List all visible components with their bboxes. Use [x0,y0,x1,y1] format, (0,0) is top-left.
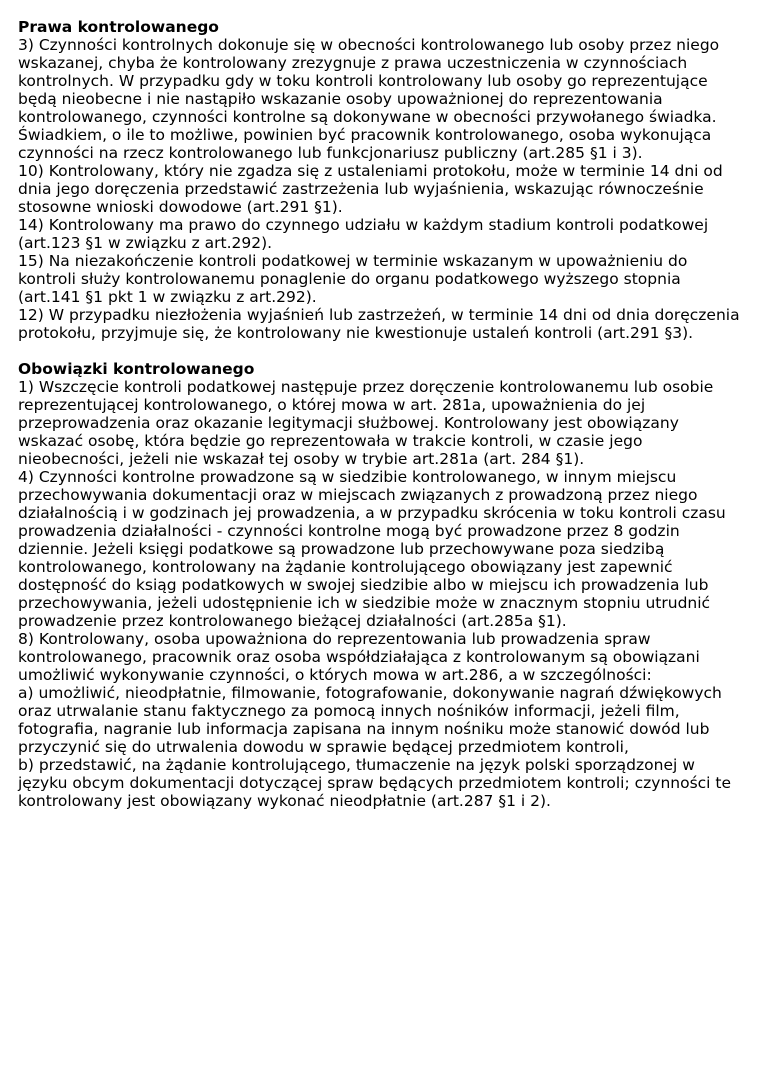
paragraph-rights-15: 15) Na niezakończenie kontroli podatkowej w terminie wskazanym w upoważnieniu do kontroli służy kontrolowanemu ponaglenie do organu podatkowego wyższego stopnia (art.141 §1 pkt 1 w związku z art.292). [18,252,688,306]
paragraph-obligations-1: 1) Wszczęcie kontroli podatkowej następuje przez doręczenie kontrolowanemu lub osobie reprezentującej kontrolowanego, o której mowa w art. 281a, upoważnienia do jej przeprowadzenia oraz okazanie legitymacji służbowej. Kontrolowany jest obowiązany wskazać osobę, która będzie go reprezentowała w trakcie kontroli, w czasie jego nieobecności, jeżeli nie wskazał tej osoby w trybie art.281a (art. 284 §1). [18,378,714,468]
paragraph-rights-3: 3) Czynności kontrolnych dokonuje się w obecności kontrolowanego lub osoby przez niego wskazanej, chyba że kontrolowany zrezygnuje z prawa uczestniczenia w czynnościach kontrolnych. W przypadku gdy w toku kontroli kontrolowany lub osoby go reprezentujące będą nieobecne i nie nastąpiło wskazanie osoby upoważnionej do reprezentowania kontrolowanego, czynności kontrolne są dokonywane w obecności przywołanego świadka. Świadkiem, o ile to możliwe, powinien być pracownik kontrolowanego, osoba wykonująca czynności na rzecz kontrolowanego lub funkcjonariusz publiczny (art.285 §1 i 3). [18,36,720,162]
section-rights [18,18,748,342]
section-heading-rights: Prawa kontrolowanego [18,18,219,36]
paragraph-rights-12: 12) W przypadku niezłożenia wyjaśnień lub zastrzeżeń, w terminie 14 dni od dnia doręczenia protokołu, przyjmuje się, że kontrolowany nie kwestionuje ustaleń kontroli (art.291 §3). [18,306,740,342]
paragraph-obligations-8: 8) Kontrolowany, osoba upoważniona do reprezentowania lub prowadzenia spraw kontrolowanego, pracownik oraz osoba współdziałająca z kontrolowanym są obowiązani umożliwić wykonywanie czynności, o których mowa w art.286, a w szczególności: [18,630,700,684]
section-heading-obligations: Obowiązki kontrolowanego [18,360,255,378]
document-body [18,18,748,810]
paragraph-obligations-8a: a) umożliwić, nieodpłatnie, filmowanie, fotografowanie, dokonywanie nagrań dźwiękowych oraz utrwalanie stanu faktycznego za pomocą innych nośników informacji, jeżeli film, fotografia, nagranie lub informacja zapisana na innym nośniku może stanowić dowód lub przyczynić się do utrwalenia dowodu w sprawie będącej przedmiotem kontroli, [18,684,722,756]
section-obligations [18,360,748,810]
paragraph-obligations-4: 4) Czynności kontrolne prowadzone są w siedzibie kontrolowanego, w innym miejscu przechowywania dokumentacji oraz w miejscach związanych z prowadzoną przez niego działalnością i w godzinach jej prowadzenia, a w przypadku skrócenia w toku kontroli czasu prowadzenia działalności - czynności kontrolne mogą być prowadzone przez 8 godzin dziennie. Jeżeli księgi podatkowe są prowadzone lub przechowywane poza siedzibą kontrolowanego, kontrolowany na żądanie kontrolującego obowiązany jest zapewnić dostępność do ksiąg podatkowych w swojej siedzibie albo w miejscu ich prowadzenia lub przechowywania, jeżeli udostępnienie ich w siedzibie może w znacznym stopniu utrudnić prowadzenie przez kontrolowanego bieżącej działalności (art.285a §1). [18,468,726,630]
paragraph-rights-10: 10) Kontrolowany, który nie zgadza się z ustaleniami protokołu, może w terminie 14 dni od dnia jego doręczenia przedstawić zastrzeżenia lub wyjaśnienia, wskazując równocześnie stosowne wnioski dowodowe (art.291 §1). [18,162,723,216]
paragraph-rights-14: 14) Kontrolowany ma prawo do czynnego udziału w każdym stadium kontroli podatkowej (art.123 §1 w związku z art.292). [18,216,709,252]
paragraph-obligations-8b: b) przedstawić, na żądanie kontrolującego, tłumaczenie na język polski sporządzonej w języku obcym dokumentacji dotyczącej spraw będących przedmiotem kontroli; czynności te kontrolowany jest obowiązany wykonać nieodpłatnie (art.287 §1 i 2). [18,756,732,810]
